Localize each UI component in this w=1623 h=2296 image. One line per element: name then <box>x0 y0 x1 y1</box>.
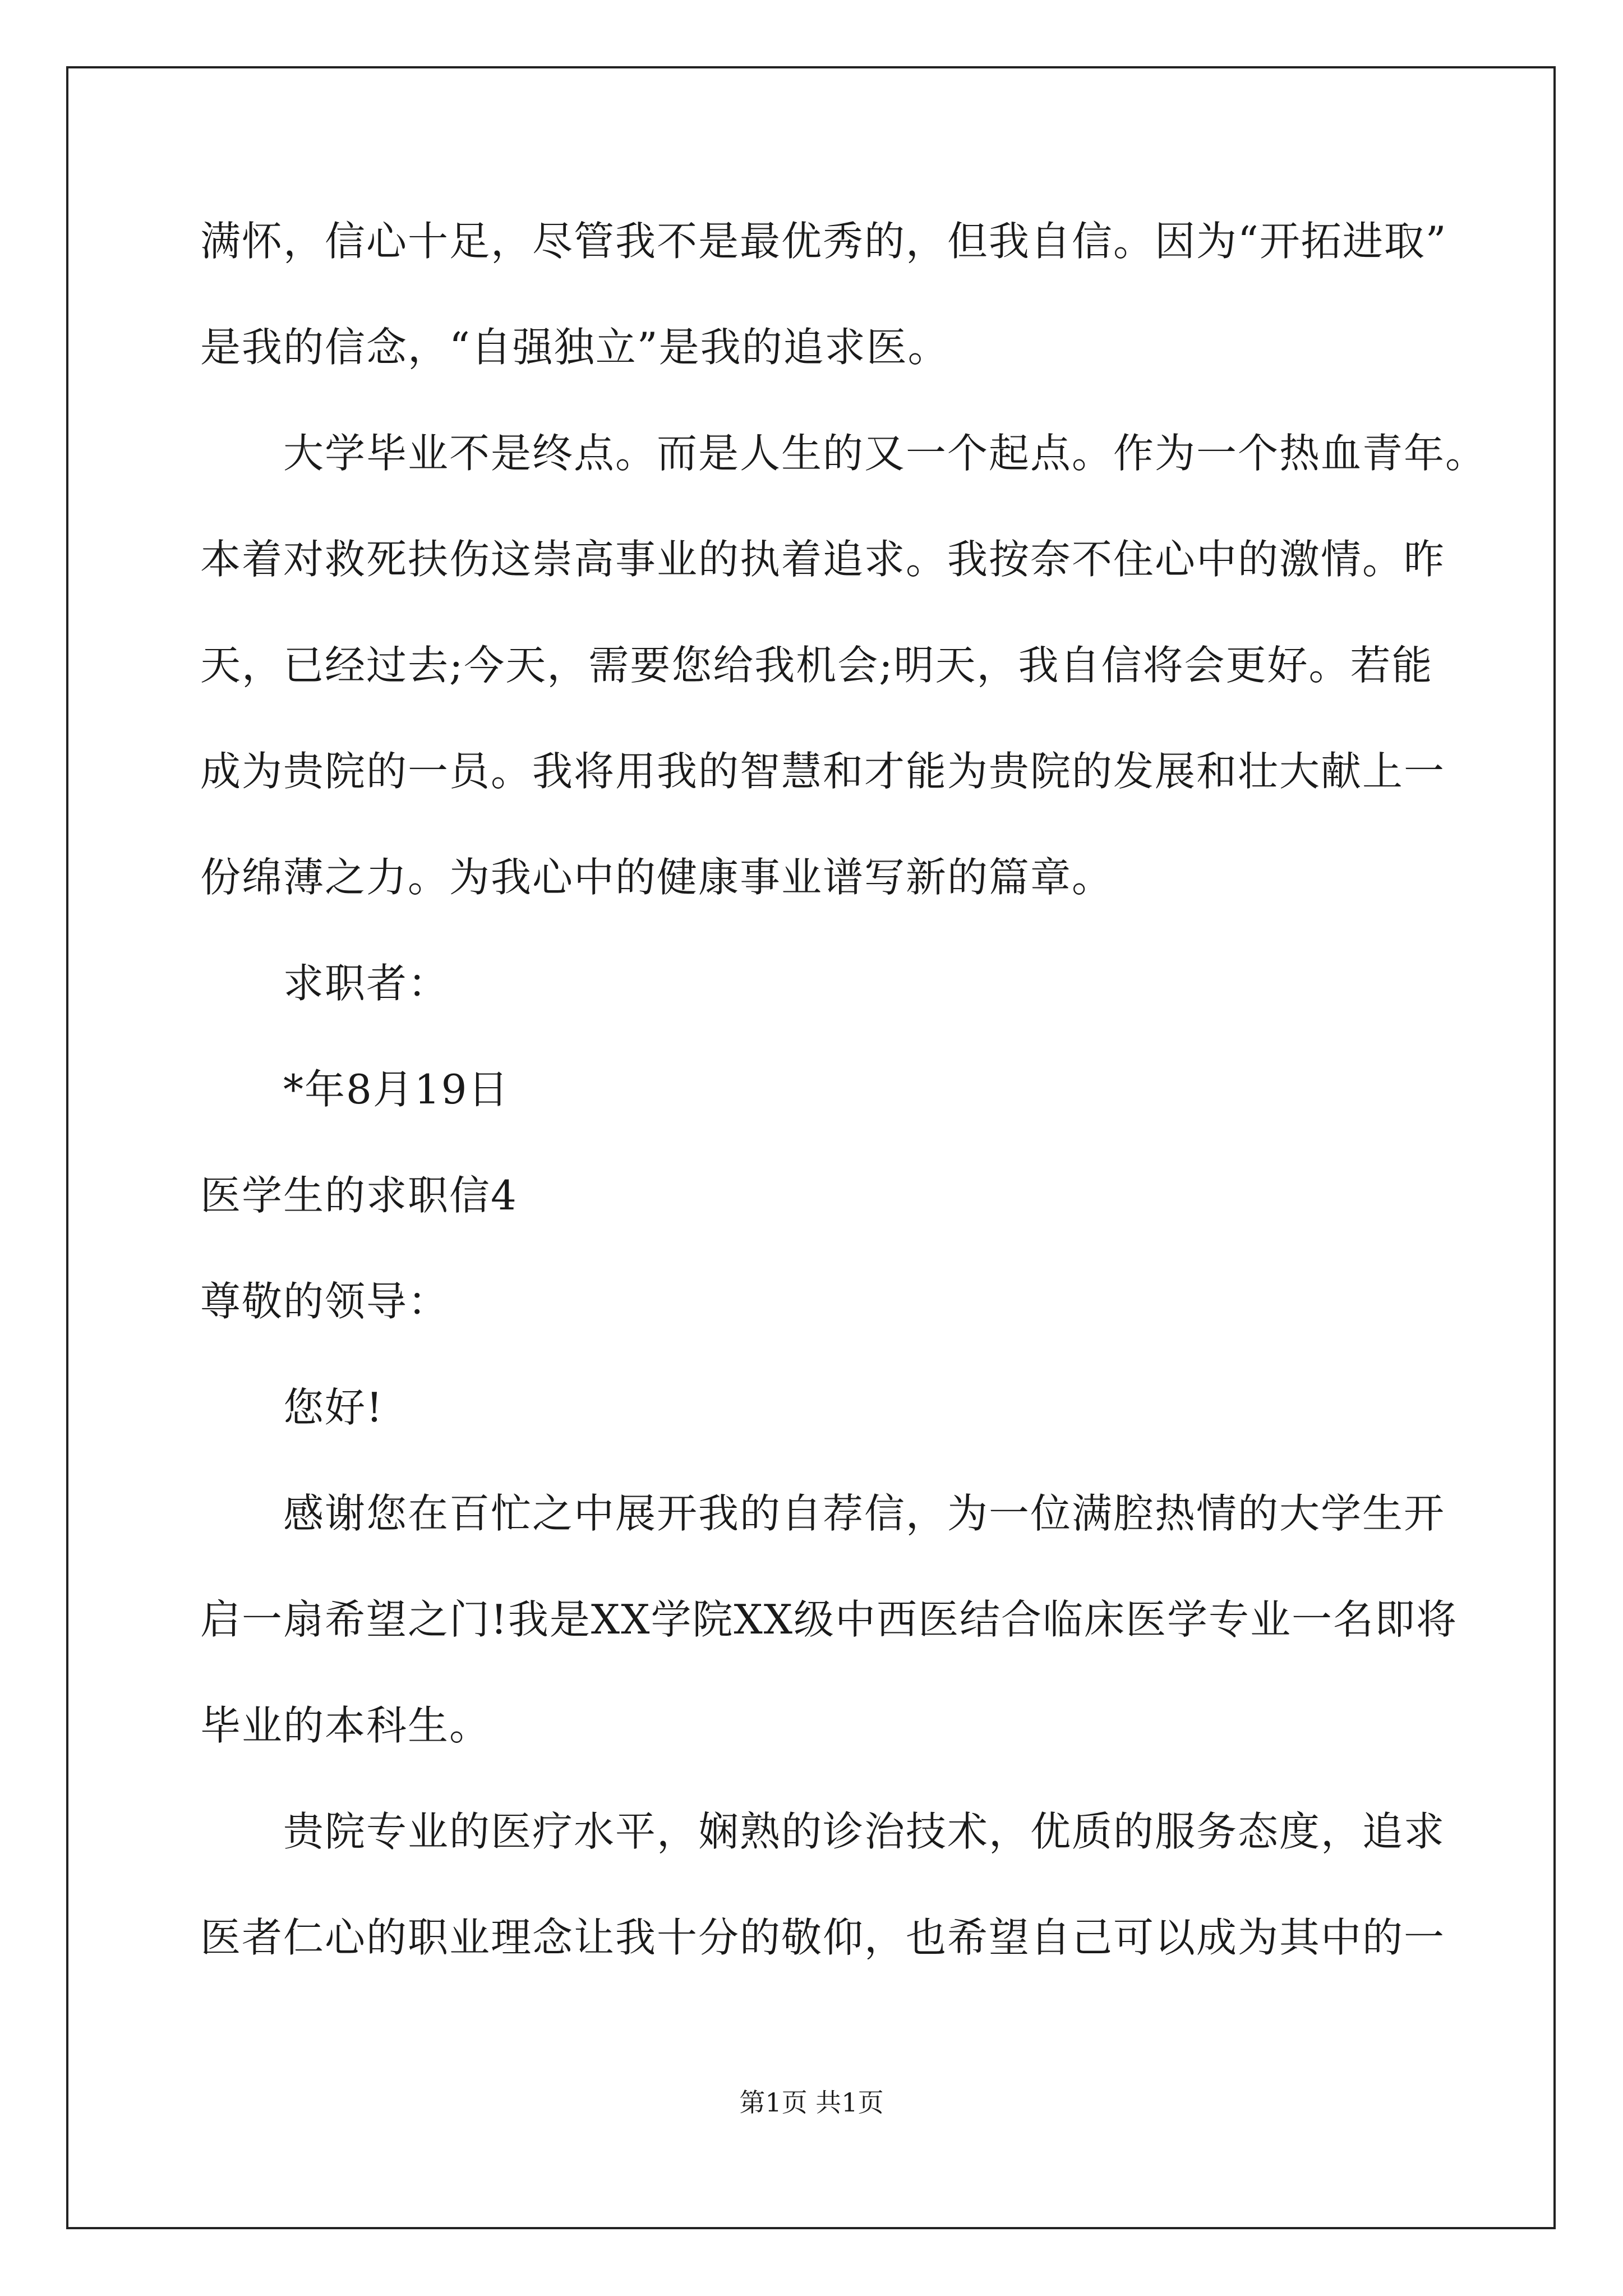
paragraph-line: 成为贵院的一员。我将用我的智慧和才能为贵院的发展和壮大献上一 <box>200 748 1446 795</box>
paragraph-line: 感谢您在百忙之中展开我的自荐信，为一位满腔热情的大学生开 <box>283 1490 1446 1537</box>
paragraph-line: 是我的信念，“自强独立”是我的追求医。 <box>200 324 949 371</box>
paragraph-line: 启一扇希望之门!我是XX学院XX级中西医结合临床医学专业一名即将 <box>200 1596 1458 1643</box>
letter-title: 医学生的求职信4 <box>200 1172 518 1219</box>
paragraph-line: 天，已经过去;今天，需要您给我机会;明天，我自信将会更好。若能 <box>200 642 1433 689</box>
page-border <box>66 66 1556 2229</box>
paragraph-line: 医者仁心的职业理念让我十分的敬仰，也希望自己可以成为其中的一 <box>200 1914 1446 1961</box>
paragraph-line: 大学毕业不是终点。而是人生的又一个起点。作为一个热血青年。 <box>283 430 1487 477</box>
greeting: 您好! <box>283 1384 384 1431</box>
signature-label: 求职者： <box>283 960 450 1007</box>
paragraph-line: 本着对救死扶伤这崇高事业的执着追求。我按奈不住心中的激情。昨 <box>200 536 1446 583</box>
paragraph-line: 满怀，信心十足，尽管我不是最优秀的，但我自信。因为“开拓进取” <box>200 218 1447 265</box>
letter-date: *年8月19日 <box>283 1066 510 1113</box>
salutation: 尊敬的领导： <box>200 1278 450 1325</box>
paragraph-line: 毕业的本科生。 <box>200 1702 491 1749</box>
page-footer: 第1页 共1页 <box>739 2087 884 2118</box>
paragraph-line: 贵院专业的医疗水平，娴熟的诊治技术，优质的服务态度，追求 <box>283 1808 1446 1855</box>
paragraph-line: 份绵薄之力。为我心中的健康事业谱写新的篇章。 <box>200 854 1114 901</box>
